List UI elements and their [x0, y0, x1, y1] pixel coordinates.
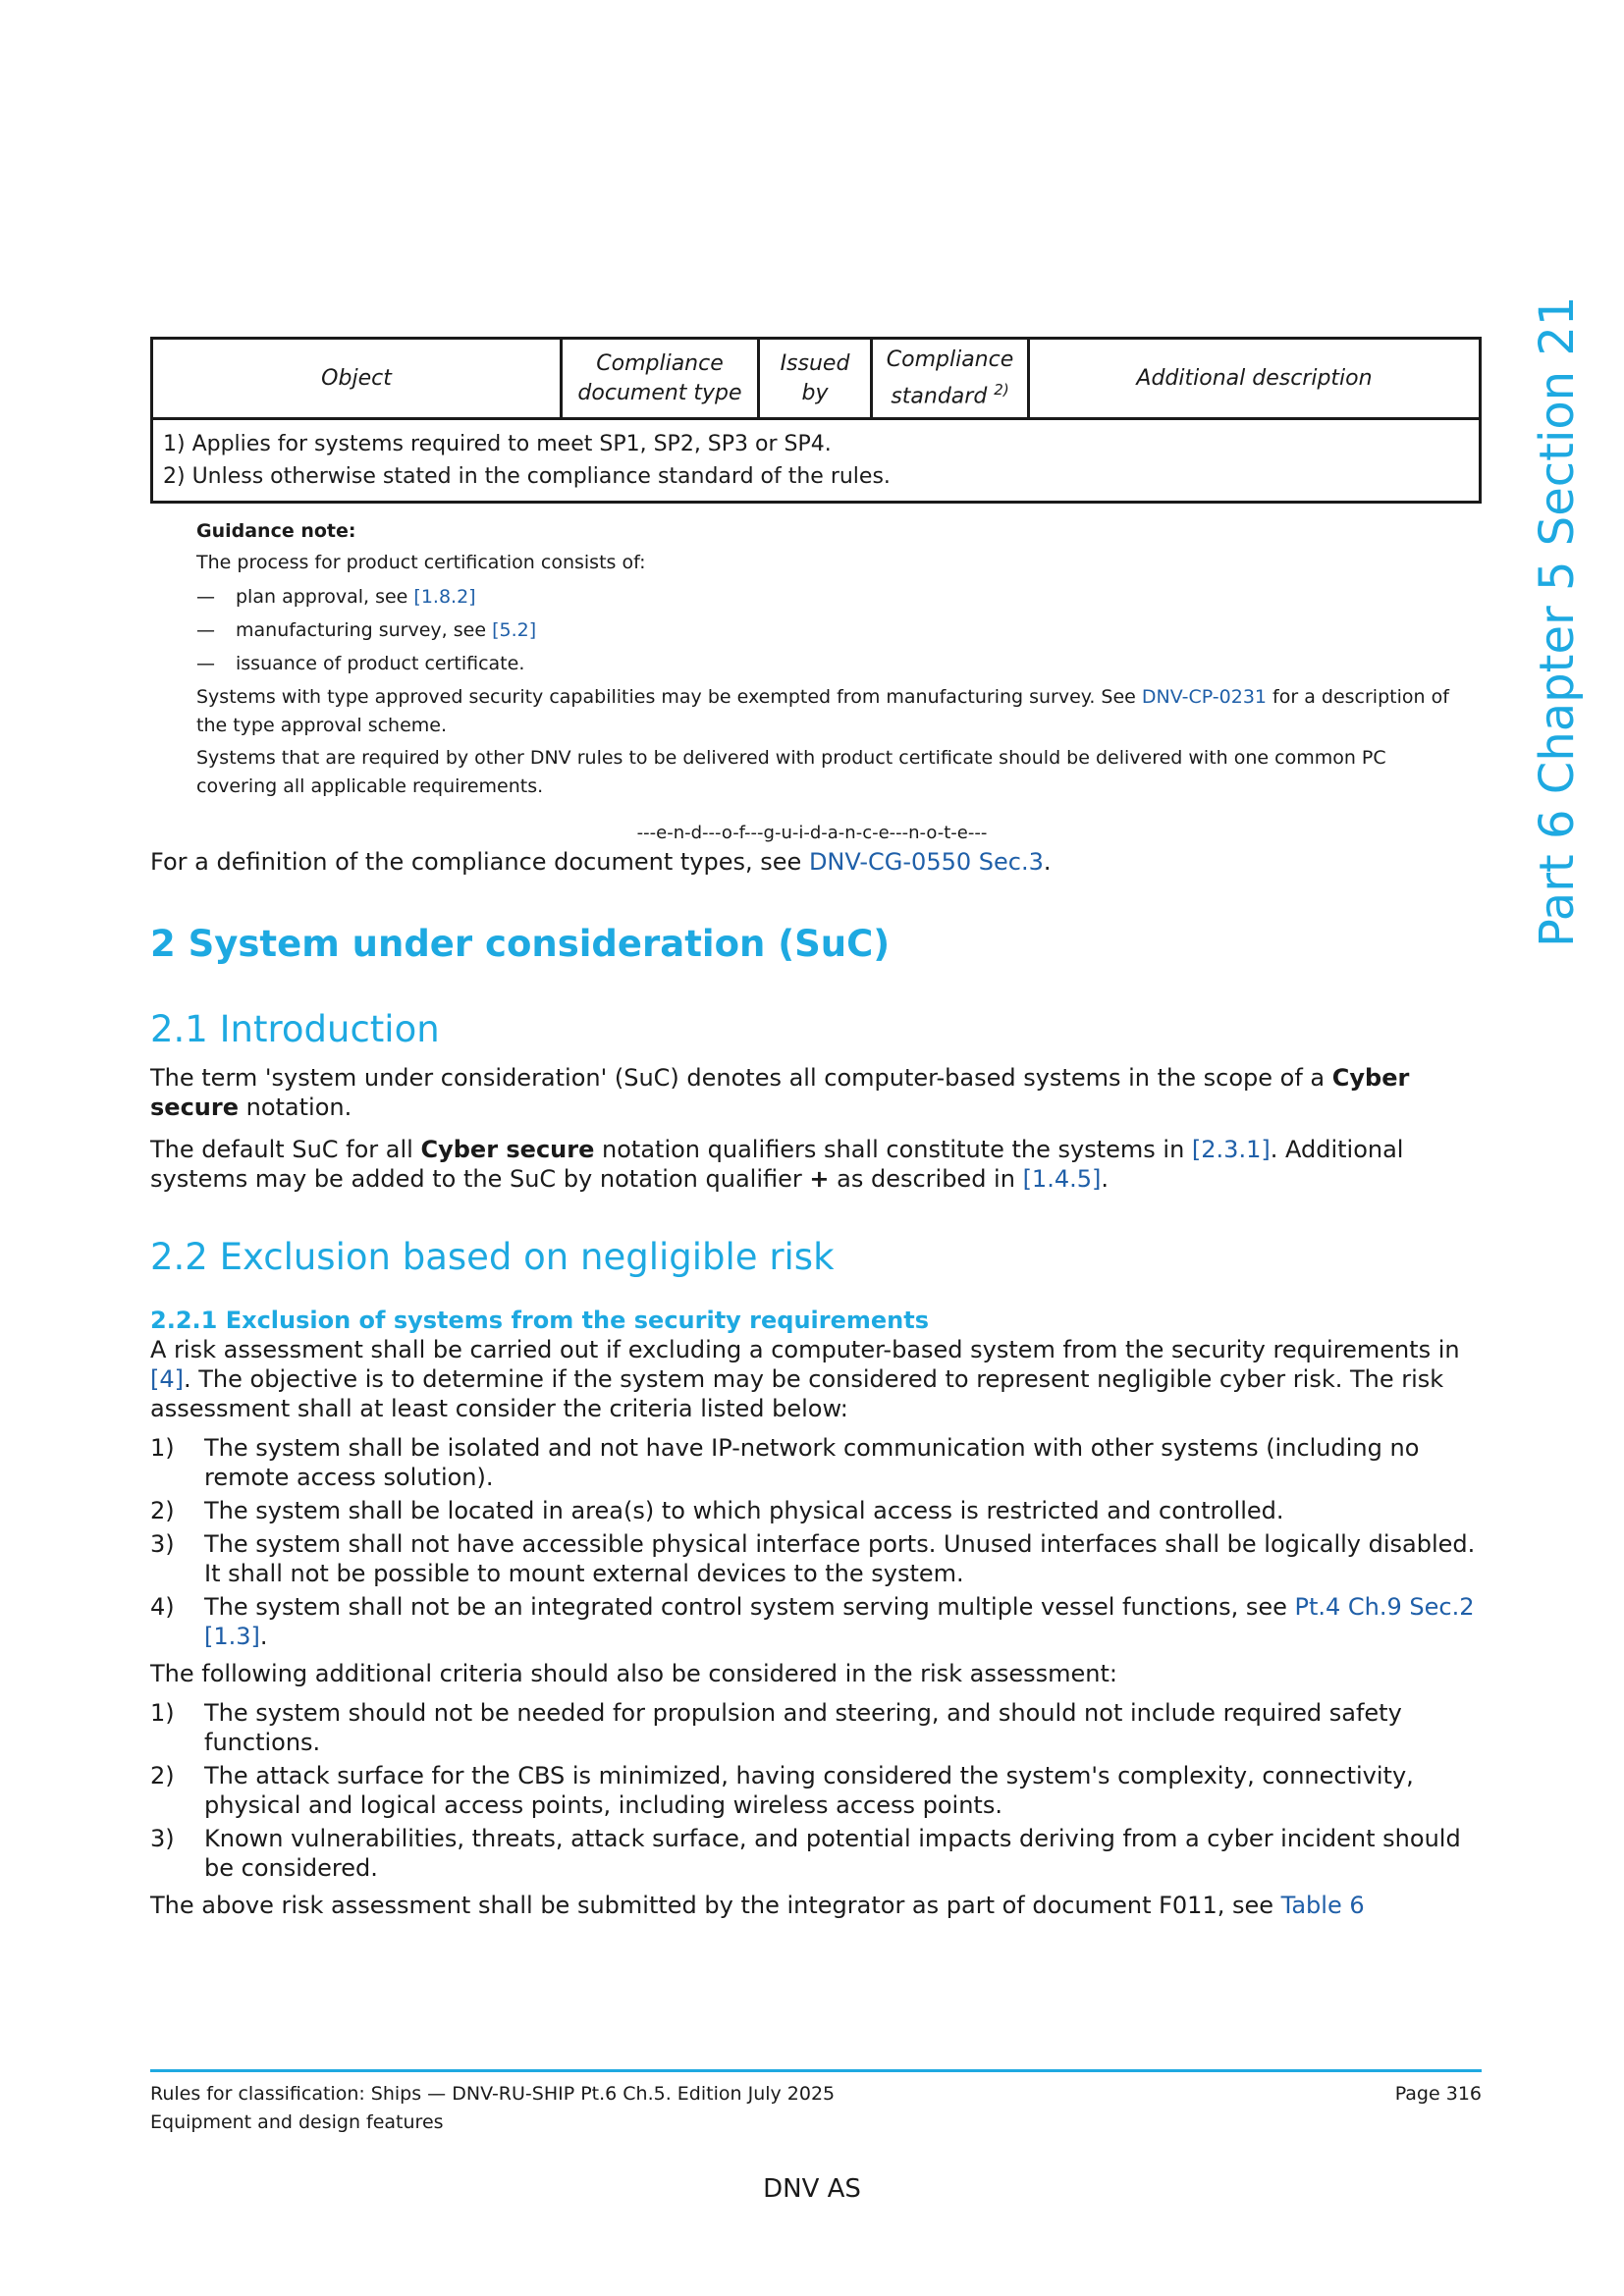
introduction-body	[150, 1063, 1476, 1206]
list-item-text: The system shall not have accessible physical interface ports. Unused interfaces shall be logically disabled. It shall not be possible to mount external devices to the system.	[204, 1530, 1476, 1587]
list-item	[196, 650, 1463, 678]
reference-link-table-6[interactable]: Table 6	[1280, 1892, 1365, 1919]
list-item	[196, 583, 1463, 612]
compliance-table	[150, 337, 1482, 504]
reference-link-dnv-cg-0550[interactable]: DNV-CG-0550 Sec.3	[808, 848, 1044, 876]
list-number: 3)	[150, 1530, 175, 1558]
footer-line-1: Rules for classification: Ships — DNV-RU-SHIP Pt.6 Ch.5. Edition July 2025	[150, 2083, 836, 2105]
header-standard-label: Compliance standard	[886, 347, 1014, 409]
paragraph-text: Systems with type approved security capabilities may be exempted from manufacturing survey. See	[196, 686, 1142, 708]
list-item	[150, 1824, 1476, 1883]
intro-paragraph-2	[150, 1135, 1476, 1194]
list-number: 4)	[150, 1593, 175, 1621]
exclusion-paragraph-1	[150, 1335, 1476, 1423]
list-item-text: The system shall be located in area(s) to which physical access is restricted and controlled.	[204, 1497, 1284, 1524]
list-number: 2)	[150, 1497, 175, 1524]
paragraph-text: The above risk assessment shall be submitted by the integrator as part of document F011, see	[150, 1892, 1281, 1919]
footer-document-info	[150, 2080, 835, 2137]
guidance-title: Guidance note:	[196, 520, 356, 542]
paragraph-text: as described in	[829, 1165, 1023, 1193]
exclusion-paragraph-3	[150, 1891, 1476, 1920]
bold-term: Cyber secure	[150, 1064, 1410, 1121]
table-footnote-1: 1) Applies for systems required to meet SP1, SP2, SP3 or SP4.	[163, 432, 832, 457]
section-side-title: Part 6 Chapter 5 Section 21	[1530, 295, 1585, 947]
dash-bullet: —	[196, 653, 215, 674]
header-compliance-standard	[872, 339, 1029, 419]
exclusion-paragraph-2: The following additional criteria should also be considered in the risk assessment:	[150, 1660, 1118, 1687]
paragraph-text: .	[1043, 848, 1052, 876]
header-object: Object	[152, 339, 562, 419]
list-item-text: manufacturing survey, see	[236, 619, 493, 641]
list-item	[150, 1698, 1476, 1757]
guidance-paragraph-type-approval	[196, 683, 1463, 740]
list-item	[150, 1761, 1476, 1820]
list-item	[150, 1529, 1476, 1588]
paragraph-text: notation.	[239, 1094, 352, 1121]
list-item-text: The system shall be isolated and not have IP-network communication with other systems (including no remote access solution).	[204, 1434, 1420, 1491]
list-item	[150, 1592, 1476, 1651]
intro-paragraph-1	[150, 1063, 1476, 1122]
reference-link-2-3-1[interactable]: [2.3.1]	[1191, 1136, 1271, 1163]
bold-term: Cyber secure	[420, 1136, 595, 1163]
list-item-text: issuance of product certificate.	[236, 653, 525, 674]
paragraph-text: .	[1101, 1165, 1109, 1193]
paragraph-text: The default SuC for all	[150, 1136, 421, 1163]
reference-link-dnv-cp-0231[interactable]: DNV-CP-0231	[1141, 686, 1268, 708]
header-standard-footnote: 2)	[994, 381, 1009, 399]
footer-line-2: Equipment and design features	[150, 2111, 444, 2133]
list-item-text: The system shall not be an integrated control system serving multiple vessel functions, see	[204, 1593, 1295, 1621]
guidance-intro: The process for product certification consists of:	[196, 552, 646, 573]
reference-link-5-2[interactable]: [5.2]	[492, 619, 537, 641]
guidance-end-marker: ---e-n-d---o-f---g-u-i-d-a-n-c-e---n-o-t-e---	[636, 823, 988, 843]
footer-page-number: Page 316	[1394, 2083, 1482, 2105]
header-additional-description: Additional description	[1029, 339, 1481, 419]
list-item-text: The attack surface for the CBS is minimized, having considered the system's complexity, connectivity, physical and logical access points, including wireless access points.	[204, 1762, 1414, 1819]
table-footnotes	[152, 419, 1481, 503]
list-item-text: .	[259, 1623, 268, 1650]
dash-bullet: —	[196, 586, 215, 608]
paragraph-text: . Additional systems may be added to the SuC by notation qualifier	[150, 1136, 1404, 1193]
bold-term: +	[809, 1165, 830, 1193]
subsubsection-heading: 2.2.1 Exclusion of systems from the security requirements	[150, 1307, 930, 1334]
guidance-paragraph-pc: Systems that are required by other DNV rules to be delivered with product certificate should be delivered with one common PC covering all applicable requirements.	[196, 747, 1386, 797]
reference-link-4[interactable]: [4]	[150, 1365, 184, 1393]
reference-link-pt4-ch9[interactable]: Pt.4 Ch.9 Sec.2 [1.3]	[204, 1593, 1475, 1650]
additional-criteria-list	[150, 1698, 1476, 1883]
list-number: 1)	[150, 1699, 175, 1727]
subsection-heading-exclusion: 2.2 Exclusion based on negligible risk	[150, 1236, 835, 1278]
guidance-note	[196, 517, 1463, 805]
paragraph-text: notation qualifiers shall constitute the systems in	[594, 1136, 1192, 1163]
paragraph-text: for a description of the type approval scheme.	[196, 686, 1449, 736]
subsection-heading-introduction: 2.1 Introduction	[150, 1008, 440, 1050]
section-heading: 2 System under consideration (SuC)	[150, 923, 891, 965]
list-item-text: Known vulnerabilities, threats, attack surface, and potential impacts deriving from a cyber incident should be considered.	[204, 1825, 1461, 1882]
definition-paragraph	[150, 847, 1476, 889]
list-item-text: The system should not be needed for propulsion and steering, and should not include required safety functions.	[204, 1699, 1402, 1756]
list-number: 2)	[150, 1762, 175, 1789]
dash-bullet: —	[196, 619, 215, 641]
criteria-list	[150, 1433, 1476, 1651]
header-document-type: Compliance document type	[562, 339, 759, 419]
list-item	[150, 1433, 1476, 1492]
list-item	[196, 616, 1463, 645]
reference-link-1-4-5[interactable]: [1.4.5]	[1022, 1165, 1102, 1193]
header-issued-by: Issued by	[759, 339, 872, 419]
list-number: 3)	[150, 1825, 175, 1852]
table-footnote-2: 2) Unless otherwise stated in the compliance standard of the rules.	[163, 464, 891, 490]
paragraph-text: . The objective is to determine if the system may be considered to represent negligible cyber risk. The risk assessment shall at least consider the criteria listed below:	[150, 1365, 1444, 1422]
list-number: 1)	[150, 1434, 175, 1462]
footer-divider	[150, 2069, 1482, 2072]
paragraph-text: A risk assessment shall be carried out if excluding a computer-based system from the security requirements in	[150, 1336, 1460, 1363]
company-name: DNV AS	[763, 2174, 861, 2204]
list-item-text: plan approval, see	[236, 586, 414, 608]
paragraph-text: The term 'system under consideration' (SuC) denotes all computer-based systems in the scope of a	[150, 1064, 1332, 1092]
paragraph-text: For a definition of the compliance document types, see	[150, 848, 809, 876]
exclusion-body	[150, 1306, 1476, 1933]
list-item	[150, 1496, 1476, 1525]
guidance-list	[196, 583, 1463, 678]
reference-link-1-8-2[interactable]: [1.8.2]	[413, 586, 476, 608]
